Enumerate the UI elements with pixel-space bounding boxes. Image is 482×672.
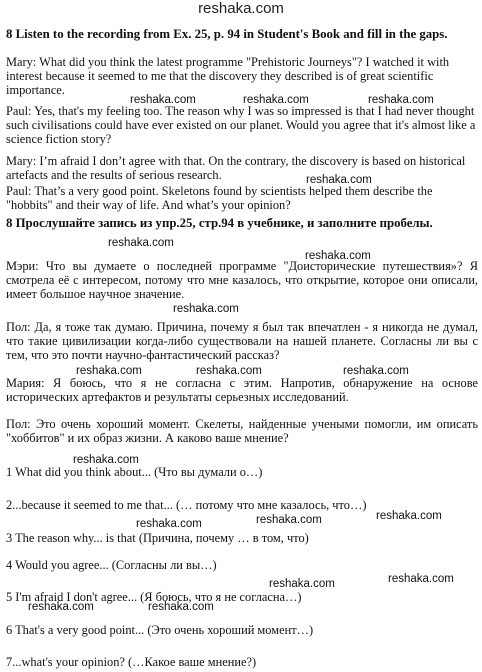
watermark: reshaka.com	[256, 514, 322, 526]
watermark: reshaka.com	[388, 573, 454, 585]
ru-line-paul-2: Пол: Это очень хороший момент. Скелеты, найденные учеными помогли, им описать "хоббитов" и их образ жизни. А каково ваше мнение?	[6, 417, 478, 446]
en-line-paul-2: Paul: That’s a very good point. Skeletons found by scientists helped them describe the "hobbits" and their way of life. And what’s your opinion?	[6, 184, 433, 213]
watermark: reshaka.com	[28, 601, 94, 613]
watermark: reshaka.com	[148, 601, 214, 613]
watermark: reshaka.com	[376, 510, 442, 522]
ru-heading: 8 Прослушайте запись из упр.25, стр.94 в учебнике, и заполните пробелы.	[6, 216, 433, 230]
watermark: reshaka.com	[306, 174, 372, 186]
phrase-item: 1 What did you think about... (Что вы думали о…)	[6, 465, 263, 479]
watermark: reshaka.com	[76, 365, 142, 377]
site-header-watermark: reshaka.com	[198, 0, 284, 17]
watermark: reshaka.com	[136, 518, 202, 530]
watermark: reshaka.com	[173, 303, 239, 315]
en-line-mary-2: Mary: I’m afraid I don’t agree with that. On the contrary, the discovery is based on historical artefacts and the results of serious research.	[6, 154, 466, 183]
watermark: reshaka.com	[73, 454, 139, 466]
watermark: reshaka.com	[305, 250, 371, 262]
watermark: reshaka.com	[243, 94, 309, 106]
phrase-item: 5 I'm afraid I don't agree... (Я боюсь, что я не согласна…)	[6, 590, 302, 604]
watermark: reshaka.com	[196, 365, 262, 377]
watermark: reshaka.com	[108, 237, 174, 249]
watermark: reshaka.com	[368, 94, 434, 106]
phrase-item: 3 The reason why... is that (Причина, почему … в том, что)	[6, 531, 309, 545]
ru-line-paul-1: Пол: Да, я тоже так думаю. Причина, почему я был так впечатлен - я никогда не думал, что такие цивилизации когда-либо существовали на нашей планете. Согласны ли вы с тем, что это почти научно-фантастический рассказ?	[6, 320, 478, 363]
ru-line-mary-1: Мэри: Что вы думаете о последней программе "Доисторические путешествия»? Я смотрела её с интересом, потому что мне казалось, что открытие, которое они описали, имеет большое научное значение.	[6, 259, 478, 302]
phrase-item: 6 That's a very good point... (Это очень хороший момент…)	[6, 623, 314, 637]
watermark: reshaka.com	[269, 578, 335, 590]
phrase-item: 4 Would you agree... (Согласны ли вы…)	[6, 558, 217, 572]
phrase-item: 7...what's your opinion? (…Какое ваше мнение?)	[6, 655, 257, 669]
ru-line-mary-2: Мария: Я боюсь, что я не согласна с этим. Напротив, обнаружение на основе исторических артефактов и результаты серьезных исследований.	[6, 376, 478, 405]
en-line-mary-1: Mary: What did you think the latest programme "Prehistoric Journeys"? I watched it with interest because it seemed to me that the discovery they described is of great scientific importance.	[6, 55, 450, 98]
phrase-item: 2...because it seemed to me that... (… потому что мне казалось, что…)	[6, 498, 367, 512]
watermark: reshaka.com	[343, 365, 409, 377]
en-line-paul-1: Paul: Yes, that's my feeling too. The reason why I was so impressed is that I had never thought such civilisations could have ever existed on our planet. Would you agree that it's almost like a science fiction story?	[6, 104, 476, 147]
watermark: reshaka.com	[130, 94, 196, 106]
en-heading: 8 Listen to the recording from Ex. 25, p. 94 in Student's Book and fill in the gaps.	[6, 27, 448, 41]
